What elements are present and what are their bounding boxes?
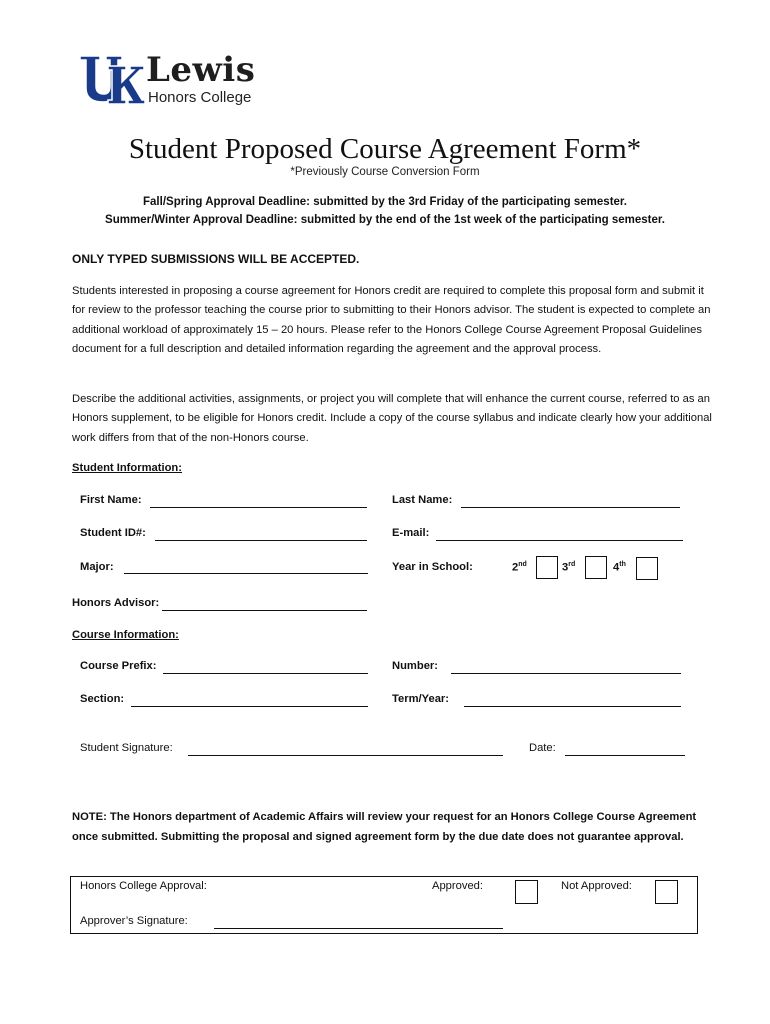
form-subtitle: *Previously Course Conversion Form xyxy=(290,166,480,178)
last-name-label: Last Name: xyxy=(392,494,453,506)
year-2-label: 2nd xyxy=(512,561,527,574)
number-field[interactable] xyxy=(451,673,681,674)
year-3-label: 3rd xyxy=(562,561,576,574)
first-name-label: First Name: xyxy=(80,494,142,506)
approver-signature-label: Approver’s Signature: xyxy=(80,915,188,927)
year-2-checkbox[interactable] xyxy=(536,556,558,579)
not-approved-label: Not Approved: xyxy=(561,880,632,892)
logo-lewis-text: Lewis xyxy=(146,50,256,90)
section-field[interactable] xyxy=(131,706,368,707)
honors-advisor-label: Honors Advisor: xyxy=(72,597,160,609)
course-info-heading: Course Information: xyxy=(72,629,179,641)
student-signature-field[interactable] xyxy=(188,755,503,756)
date-label: Date: xyxy=(529,742,556,754)
year-3-checkbox[interactable] xyxy=(585,556,607,579)
intro-paragraph: Students interested in proposing a course agreement for Honors credit are required to complete this proposal form and submit it for review to the professor teaching the course prior to submitting to their Honors advisor. The student is expected to complete an additional workload of approximately 15 – 20 hours. Please refer to the Honors College Course Agreement Proposal Guidelines document for a full description and detailed information regarding the agreement and the approval process. xyxy=(72,285,711,355)
approver-signature-field[interactable] xyxy=(214,928,503,929)
date-field[interactable] xyxy=(565,755,685,756)
describe-paragraph: Describe the additional activities, assignments, or project you will complete that will enhance the current course, referred to as an Honors supplement, to be eligible for Honors credit. Include a copy of the course syllabus and indicate clearly how your additional work differs from that of the non-Honors course. xyxy=(72,393,712,444)
not-approved-checkbox[interactable] xyxy=(655,880,678,904)
email-label: E-mail: xyxy=(392,527,430,539)
course-prefix-field[interactable] xyxy=(163,673,368,674)
year-4-label: 4th xyxy=(613,561,626,574)
deadline-summer-winter: Summer/Winter Approval Deadline: submitted by the end of the 1st week of the participating semester. xyxy=(105,214,665,226)
section-label: Section: xyxy=(80,693,125,705)
course-prefix-label: Course Prefix: xyxy=(80,660,157,672)
typed-notice: ONLY TYPED SUBMISSIONS WILL BE ACCEPTED. xyxy=(72,252,360,266)
number-label: Number: xyxy=(392,660,438,672)
form-title: Student Proposed Course Agreement Form* xyxy=(128,133,642,165)
student-id-field[interactable] xyxy=(155,540,367,541)
note-paragraph: NOTE: The Honors department of Academic Affairs will review your request for an Honors College Course Agreement once submitted. Submitting the proposal and signed agreement form by the due date does not guarantee approval. xyxy=(72,811,697,843)
deadline-fall-spring: Fall/Spring Approval Deadline: submitted by the 3rd Friday of the participating semester. xyxy=(143,196,627,208)
term-year-label: Term/Year: xyxy=(392,693,450,705)
honors-college-approval-label: Honors College Approval: xyxy=(80,880,207,892)
year-in-school-label: Year in School: xyxy=(392,561,473,573)
term-year-field[interactable] xyxy=(464,706,681,707)
first-name-field[interactable] xyxy=(150,507,367,508)
honors-advisor-field[interactable] xyxy=(162,610,367,611)
email-field[interactable] xyxy=(436,540,683,541)
student-id-label: Student ID#: xyxy=(80,527,146,539)
approved-checkbox[interactable] xyxy=(515,880,538,904)
student-signature-label: Student Signature: xyxy=(80,742,173,754)
logo-college-text: Honors College xyxy=(148,89,252,106)
last-name-field[interactable] xyxy=(461,507,680,508)
approved-label: Approved: xyxy=(432,880,483,892)
major-label: Major: xyxy=(80,561,114,573)
uk-logo-mark xyxy=(78,52,146,110)
year-4-checkbox[interactable] xyxy=(636,557,658,580)
major-field[interactable] xyxy=(124,573,368,574)
student-info-heading: Student Information: xyxy=(72,462,182,474)
